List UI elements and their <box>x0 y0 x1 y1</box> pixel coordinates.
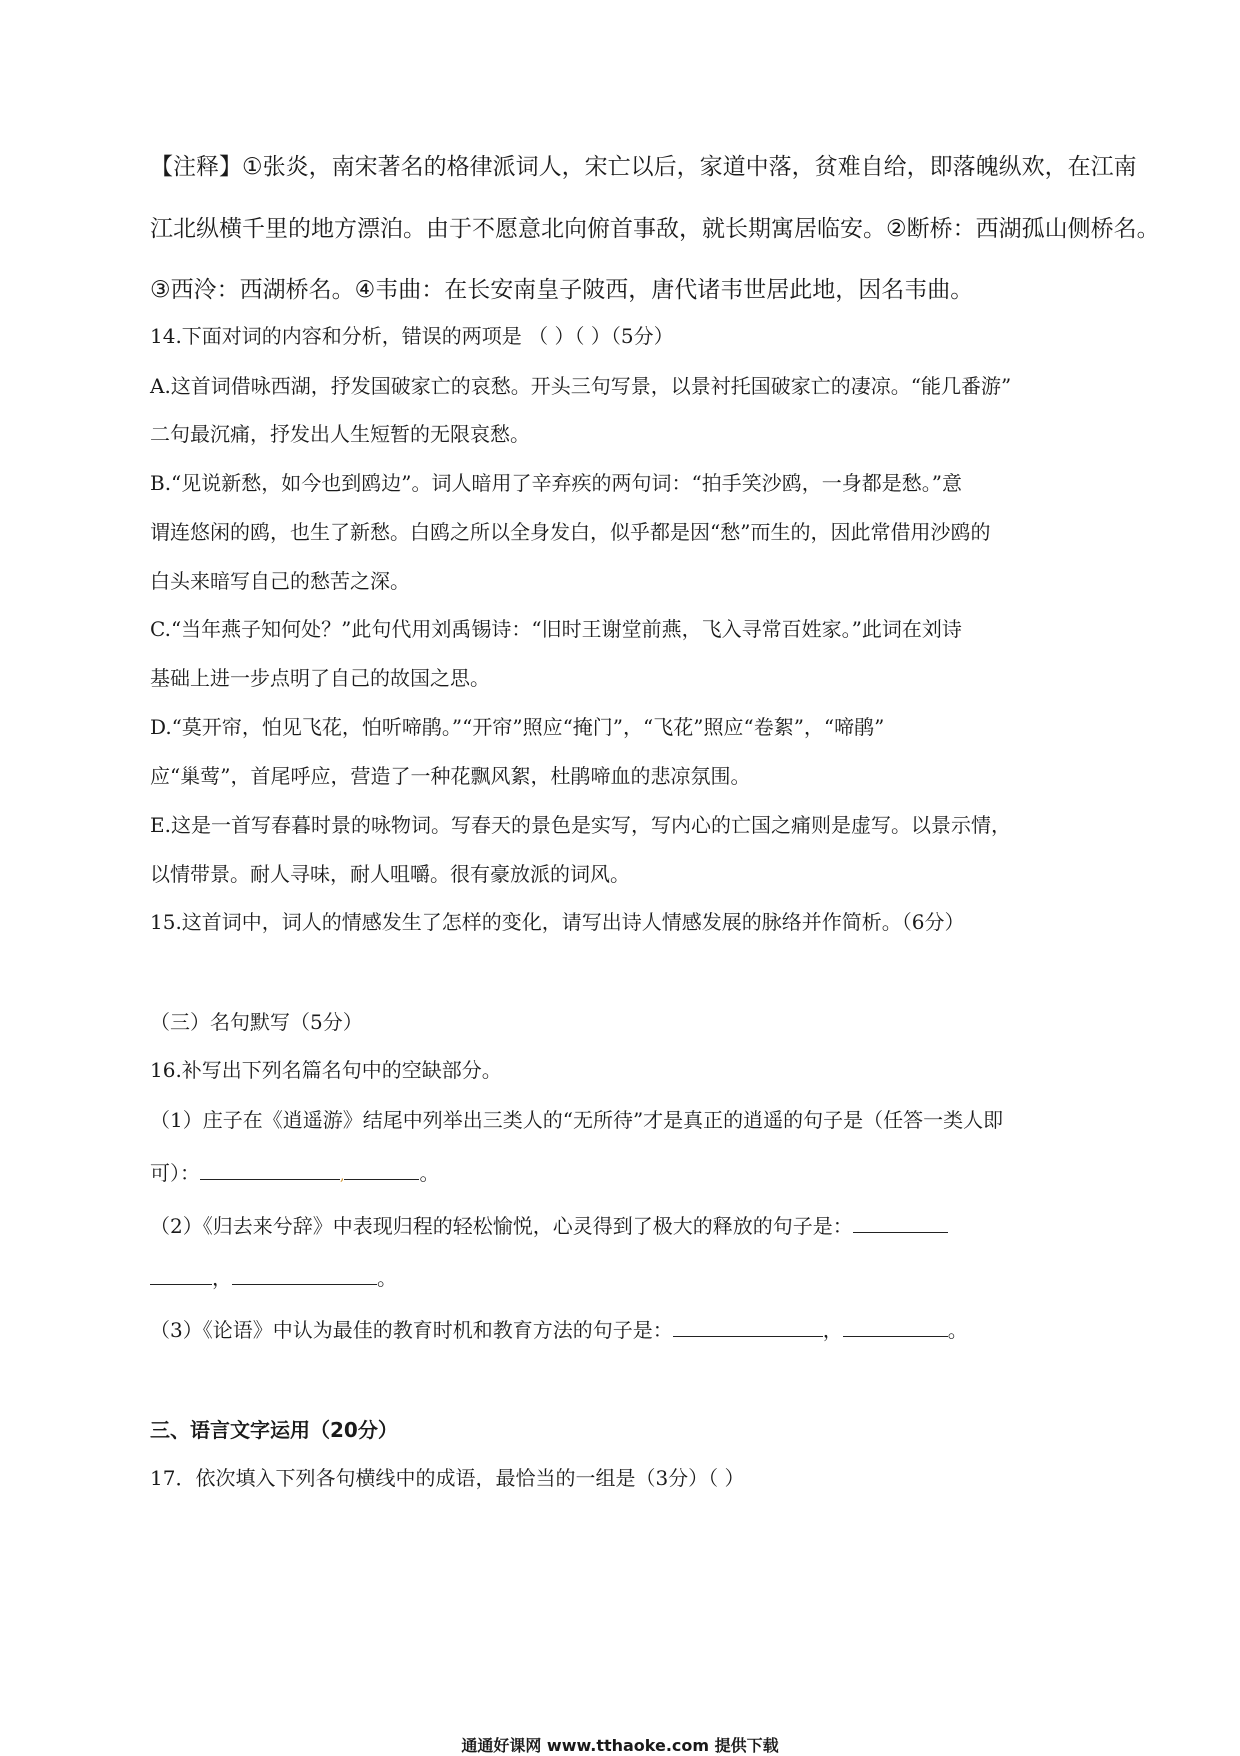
part-1-prompt: 可）： <box>150 1161 200 1185</box>
answer-blank[interactable] <box>232 1266 377 1285</box>
option-e-line-2: 以情带景。耐人寻味，耐人咀嚼。很有豪放派的词风。 <box>150 862 630 886</box>
answer-blank[interactable] <box>673 1318 823 1337</box>
option-b-line-2: 谓连悠闲的鸥，也生了新愁。白鸥之所以全身发白，似乎都是因“愁”而生的，因此常借用沙鸥的 <box>150 520 991 544</box>
option-a-line-1: A.这首词借咏西湖，抒发国破家亡的哀愁。开头三句写景，以景衬托国破家亡的凄凉。“能几番游” <box>150 374 1012 398</box>
part-1-end: 。 <box>419 1161 440 1185</box>
blank-tick-mark: , <box>340 1168 345 1184</box>
option-b-line-1: B.“见说新愁，如今也到鸥边”。词人暗用了辛弃疾的两句词：“拍手笑沙鸥，一身都是愁。”意 <box>150 471 962 495</box>
option-a-line-2: 二句最沉痛，抒发出人生短暂的无限哀愁。 <box>150 422 530 446</box>
question-16-part-1-line-1: （1）庄子在《逍遥游》结尾中列举出三类人的“无所待”才是真正的逍遥的句子是（任答一类人即 <box>150 1108 1004 1132</box>
part-3-comma: ， <box>822 1318 843 1342</box>
option-e-line-1: E.这是一首写春暮时景的咏物词。写春天的景色是实写，写内心的亡国之痛则是虚写。以景示情， <box>150 813 1011 837</box>
part-2-comma: ， <box>212 1266 232 1290</box>
question-16-part-2-line-2 <box>150 1262 1100 1291</box>
option-c-line-2: 基础上进一步点明了自己的故国之思。 <box>150 666 490 690</box>
question-16-part-1-line-2 <box>150 1157 1100 1186</box>
question-14-stem: 14.下面对词的内容和分析，错误的两项是 （ ）（ ）（5分） <box>150 324 674 348</box>
question-16-stem: 16.补写出下列名篇名句中的空缺部分。 <box>150 1058 502 1082</box>
question-16-part-3 <box>150 1314 1100 1343</box>
answer-blank[interactable] <box>843 1318 948 1337</box>
option-b-line-3: 白头来暗写自己的愁苦之深。 <box>150 569 410 593</box>
part-2-prompt: （2）《归去来兮辞》中表现归程的轻松愉悦，心灵得到了极大的释放的句子是： <box>150 1214 853 1238</box>
answer-blank[interactable] <box>150 1266 212 1285</box>
notes-line-2: 江北纵横千里的地方漂泊。由于不愿意北向俯首事敌，就长期寓居临安。②断桥：西湖孤山侧桥名。 <box>150 216 1160 242</box>
page-footer: 通通好课网 www.tthaoke.com 提供下载 <box>461 1736 779 1755</box>
answer-blank[interactable] <box>853 1214 948 1233</box>
part-3-prompt: （3）《论语》中认为最佳的教育时机和教育方法的句子是： <box>150 1318 673 1342</box>
part-3-end: 。 <box>947 1318 968 1342</box>
answer-blank[interactable] <box>344 1161 419 1180</box>
part-2-end: 。 <box>377 1266 397 1290</box>
notes-line-3: ③西泠：西湖桥名。④韦曲：在长安南皇子陂西，唐代诸韦世居此地，因名韦曲。 <box>150 277 974 303</box>
question-17: 17．依次填入下列各句横线中的成语，最恰当的一组是（3分）（ ） <box>150 1466 745 1490</box>
question-15: 15.这首词中，词人的情感发生了怎样的变化，请写出诗人情感发展的脉络并作简析。（6分） <box>150 910 965 934</box>
answer-blank[interactable] <box>200 1161 340 1180</box>
section-heading-recitation: （三）名句默写（5分） <box>150 1010 363 1034</box>
question-16-part-2-line-1 <box>150 1210 1100 1239</box>
part-heading-language-use: 三、语言文字运用（20分） <box>150 1418 398 1442</box>
option-c-line-1: C.“当年燕子知何处？”此句代用刘禹锡诗：“旧时王谢堂前燕，飞入寻常百姓家。”此词在刘诗 <box>150 617 962 641</box>
option-d-line-1: D.“莫开帘，怕见飞花，怕听啼鹃。”“开帘”照应“掩门”，“飞花”照应“卷絮”，“啼鹃” <box>150 715 885 739</box>
notes-line-1: 【注释】①张炎，南宋著名的格律派词人，宋亡以后，家道中落，贫难自给，即落魄纵欢，在江南 <box>150 154 1137 180</box>
option-d-line-2: 应“巢莺”，首尾呼应，营造了一种花飘风絮，杜鹃啼血的悲凉氛围。 <box>150 764 751 788</box>
